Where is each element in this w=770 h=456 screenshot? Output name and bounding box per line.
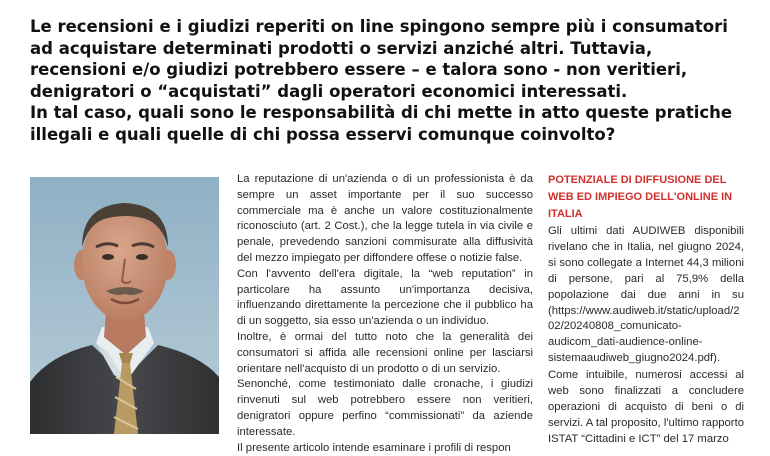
author-photo [30, 177, 219, 434]
intro-paragraph: Le recensioni e i giudizi reperiti on line spingono sempre più i consumatori ad acquistare determinati prodotti o servizi anziché altri. Tuttavia, recensioni e/o giudizi potrebbero essere – e talora sono - non veritieri, denigratori o “acquistati” dagli operatori economici interessati. [30, 17, 728, 101]
article-intro [30, 16, 750, 145]
sidebar-title: POTENZIALE DI DIFFUSIONE DEL WEB ED IMPIEGO DELL'ONLINE IN ITALIA [548, 174, 733, 220]
intro-question: In tal caso, quali sono le responsabilità di chi mette in atto queste pratiche illegali e quali quelle di chi possa esservi comunque coinvolto? [30, 103, 733, 144]
sidebar-box [548, 172, 744, 445]
body-paragraph: Con l'avvento dell'era digitale, la “web reputation” in particolare ha assunto un'importanza decisiva, influenzando direttamente la percezione che il pubblico ha di un soggetto, sia esso un'azienda o un individuo. [237, 267, 533, 328]
sidebar-paragraph: Come intuibile, numerosi accessi al web sono finalizzati a concludere operazioni di acquisto di beni o di servizi. A tal proposito, l'ultimo rapporto ISTAT “Cittadini e ICT” del 17 marzo [548, 369, 744, 445]
article-body [237, 172, 533, 454]
sidebar-paragraph: Gli ultimi dati AUDIWEB disponibili rivelano che in Italia, nel giugno 2024, si sono collegate a Internet 44,3 milioni di persone, pari al 75,9% della popolazione dai due anni in su (https://www.audiweb.it/static/upload/202/20240808_comunicato-audicom_dati-audience-online-sistemaaudiweb_giugno2024.pdf). [548, 225, 744, 365]
body-paragraph: Inoltre, è ormai del tutto noto che la generalità dei consumatori si affida alle recensioni online per lasciarsi orientare nell'acquisto di un prodotto o di un servizio. [237, 330, 533, 375]
body-paragraph: Senonché, come testimoniato dalle cronache, i giudizi rinvenuti sul web potrebbero essere non veritieri, denigratori oppure perfino “commissionati” da aziende interessate. [237, 378, 533, 438]
author-portrait-icon [30, 177, 219, 434]
body-paragraph: Il presente articolo intende esaminare i profili di respon [237, 441, 511, 454]
body-paragraph: La reputazione di un'azienda o di un professionista è da sempre un asset importante per il suo successo commerciale ma è anche un valore costituzionalmente riconosciuto (art. 2 Cost.), che la legge tutela in via civile e penale, prevedendo sanzioni commisurate alla diffusività del mezzo impiegato per diffondere offese o notizie false. [237, 173, 533, 264]
